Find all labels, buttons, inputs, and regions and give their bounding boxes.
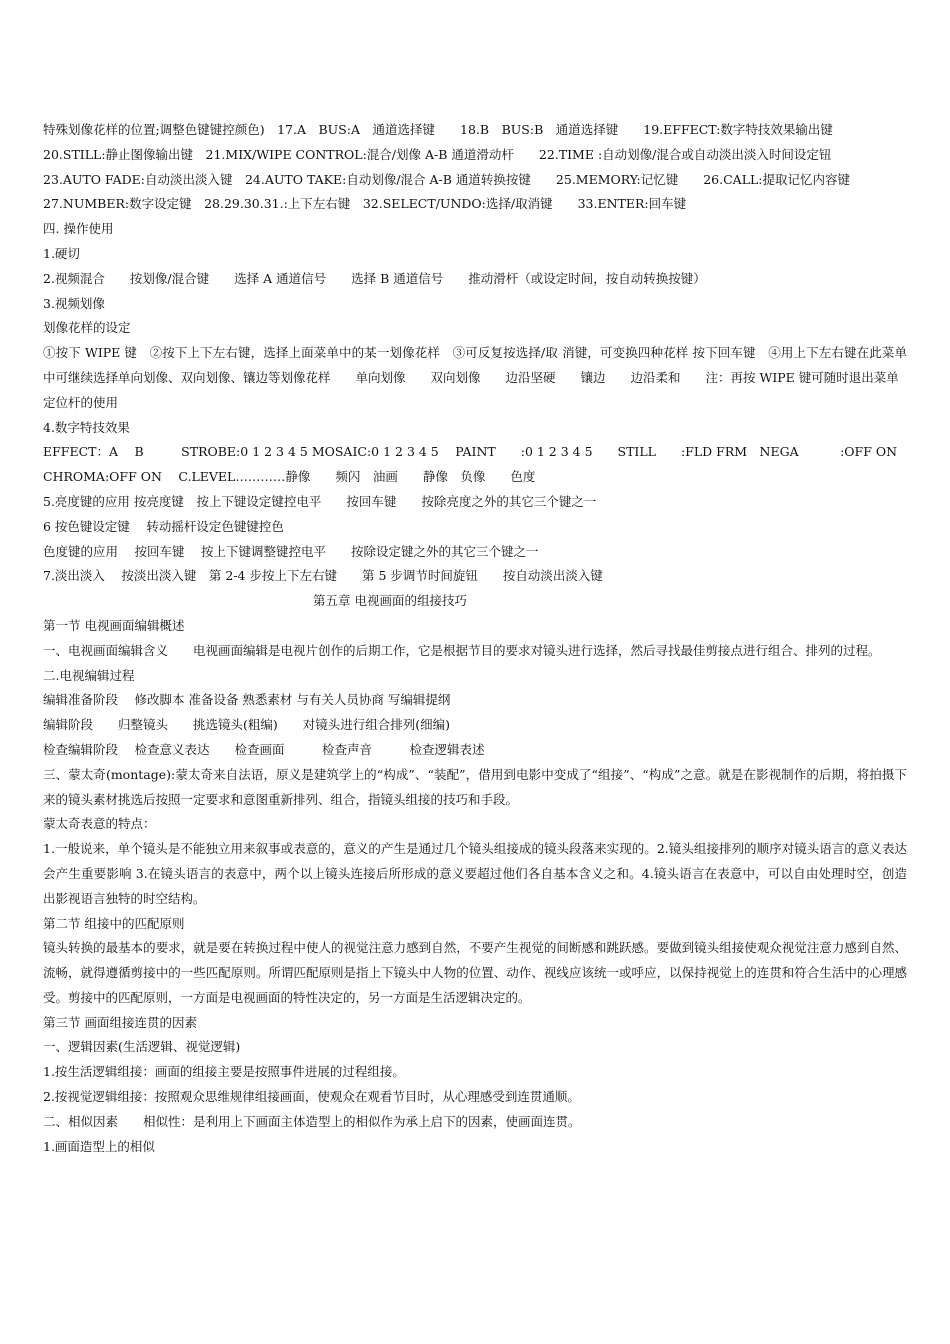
text-line: 检查编辑阶段 检查意义表达 检查画面 检查声音 检查逻辑表述 bbox=[43, 741, 485, 757]
paragraph: 1.一般说来，单个镜头是不能独立用来叙事或表意的，意义的产生是通过几个镜头组接成的镜头段落来实现的。2.镜头组接排列的顺序对镜头语言的意义表达会产生重要影响 3.在镜头语言的表意中，两个以上镜头连接后所形成的意义要超过他们各自基本含义之和。4.镜头语言在表意中，可以自由处理时空，创造出影视语言独特的时空结构。 bbox=[43, 841, 907, 906]
text-line: 1.硬切 bbox=[43, 245, 80, 261]
paragraph: ①按下 WIPE 键 ②按下上下左右键，选择上面菜单中的某一划像花样 ③可反复按选择/取 消键，可变换四种花样 按下回车键 ④用上下左右键在此菜单中可继续选择单向划像、双向划像、镶边等划像花样 单向划像 双向划像 边沿坚硬 镶边 边沿柔和 注：再按 WIPE 键可随时退出菜单 bbox=[43, 345, 907, 385]
paragraph: 镜头转换的最基本的要求，就是要在转换过程中使人的视觉注意力感到自然，不要产生视觉的间断感和跳跃感。要做到镜头组接使观众视觉注意力感到自然、流畅，就得遵循剪接中的一些匹配原则。所谓匹配原则是指上下镜头中人物的位置、动作、视线应该统一或呼应，以保持视觉上的连贯和符合生活中的心理感受。剪接中的匹配原则，一方面是电视画面的特性决定的，另一方面是生活逻辑决定的。 bbox=[43, 940, 907, 1005]
text-line: EFFECT：A B STROBE:0 1 2 3 4 5 MOSAIC:0 1 2 3 4 5 PAINT :0 1 2 3 4 5 STILL :FLD FRM NEGA :OFF ON bbox=[43, 444, 898, 460]
text-line: 蒙太奇表意的特点： bbox=[43, 816, 156, 832]
text-line: CHROMA:OFF ON C.LEVEL…………静像 频闪 油画 静像 负像 色度 bbox=[43, 469, 536, 485]
chapter-title: 第五章 电视画面的组接技巧 bbox=[313, 593, 467, 609]
text-line: 27.NUMBER:数字设定键 28.29.30.31.:上下左右键 32.SELECT/UNDO:选择/取消键 33.ENTER:回车键 bbox=[43, 196, 687, 212]
section-heading: 第二节 组接中的匹配原则 bbox=[43, 915, 185, 931]
section-heading: 四. 操作使用 bbox=[43, 221, 114, 237]
text-line: 特殊划像花样的位置;调整色键键控颜色) 17.A BUS:A 通道选择键 18.B BUS:B 通道选择键 19.EFFECT:数字特技效果输出键 bbox=[43, 122, 833, 137]
text-line: 编辑准备阶段 修改脚本 准备设备 熟悉素材 与有关人员协商 写编辑提纲 bbox=[43, 692, 451, 708]
text-line: 20.STILL:静止图像输出键 21.MIX/WIPE CONTROL:混合/划像 A-B 通道滑动杆 22.TIME :自动划像/混合或自动淡出淡入时间设定钮 bbox=[43, 146, 832, 162]
text-line: 5.亮度键的应用 按亮度键 按上下键设定键控电平 按回车键 按除亮度之外的其它三个键之一 bbox=[43, 493, 597, 509]
text-line: 色度键的应用 按回车键 按上下键调整键控电平 按除设定键之外的其它三个键之一 bbox=[43, 543, 539, 559]
text-line: 4.数字特技效果 bbox=[43, 419, 130, 435]
text-line: 6 按色键设定键 转动摇杆设定色键键控色 bbox=[43, 518, 284, 534]
text-line: 3.视频划像 bbox=[43, 295, 105, 311]
document-page bbox=[43, 118, 907, 1159]
paragraph: 三、蒙太奇(montage):蒙太奇来自法语，原义是建筑学上的“构成”、“装配”，借用到电影中变成了“组接”、“构成”之意。就是在影视制作的后期，将拍摄下来的镜头素材挑选后按照一定要求和意图重新排列、组合，指镜头组接的技巧和手段。 bbox=[43, 766, 907, 807]
section-heading: 第三节 画面组接连贯的因素 bbox=[43, 1014, 197, 1030]
text-line: 一、逻辑因素(生活逻辑、视觉逻辑) bbox=[43, 1039, 241, 1055]
text-line: 2.视频混合 按划像/混合键 选择 A 通道信号 选择 B 通道信号 推动滑杆（或设定时间，按自动转换按键） bbox=[43, 270, 706, 286]
text-line: 2.按视觉逻辑组接：按照观众思维规律组接画面，使观众在观看节目时，从心理感受到连贯通顺。 bbox=[43, 1089, 580, 1105]
text-line: 7.淡出淡入 按淡出淡入键 第 2-4 步按上下左右键 第 5 步调节时间旋钮 按自动淡出淡入键 bbox=[43, 568, 603, 584]
section-heading: 第一节 电视画面编辑概述 bbox=[43, 617, 185, 633]
paragraph: 一、电视画面编辑含义 电视画面编辑是电视片创作的后期工作，它是根据节目的要求对镜头进行选择，然后寻找最佳剪接点进行组合、排列的过程。 bbox=[43, 642, 881, 658]
text-line: 定位杆的使用 bbox=[43, 394, 119, 410]
text-line: 二、相似因素 相似性：是利用上下画面主体造型上的相似作为承上启下的因素，使画面连贯。 bbox=[43, 1113, 581, 1129]
section-heading: 二.电视编辑过程 bbox=[43, 667, 135, 683]
text-line: 1.画面造型上的相似 bbox=[43, 1138, 155, 1154]
text-line: 1.按生活逻辑组接：画面的组接主要是按照事件进展的过程组接。 bbox=[43, 1064, 405, 1080]
text-line: 23.AUTO FADE:自动淡出淡入键 24.AUTO TAKE:自动划像/混合 A-B 通道转换按键 25.MEMORY:记忆键 26.CALL:提取记忆内容键 bbox=[43, 171, 851, 187]
text-line: 划像花样的设定 bbox=[43, 320, 131, 336]
text-line: 编辑阶段 归整镜头 挑选镜头(粗编) 对镜头进行组合排列(细编) bbox=[43, 717, 451, 733]
